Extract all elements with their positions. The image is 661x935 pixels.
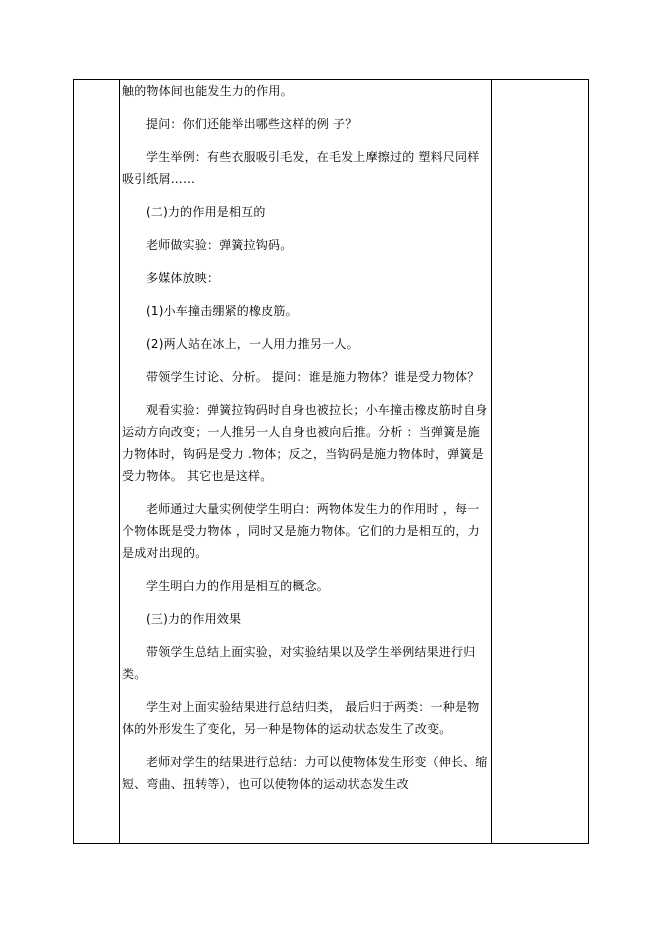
paragraph: 老师对学生的结果进行总结：力可以使物体发生形变（伸长、缩短、弯曲、扭转等），也可以使物体的运动状态发生改 [122,755,488,791]
paragraph: 带领学生讨论、分析。 提问：谁是施力物体？谁是受力物体？ [146,370,480,384]
paragraph: (1)小车撞击绷紧的橡皮筋。 [146,304,298,318]
paragraph: 多媒体放映： [146,271,220,285]
paragraph: 学生对上面实验结果进行总结归类， 最后归于两类：一种是物体的外形发生了变化，另一种是物体的运动状态发生了改变。 [122,700,480,736]
section-heading: (三)力的作用效果 [146,612,242,626]
paragraph: 学生举例：有些衣服吸引毛发，在毛发上摩擦过的 塑料尺同样吸引纸屑…… [122,150,480,186]
paragraph: 学生明白力的作用是相互的概念。 [146,579,330,593]
paragraph: (2)两人站在冰上，一人用力推另一人。 [146,337,359,351]
lesson-content-cell [122,80,488,806]
paragraph: 带领学生总结上面实验，对实验结果以及学生举例结果进行归类。 [122,645,476,681]
table-column-divider-right [491,80,492,843]
paragraph: 老师做实验：弹簧拉钩码。 [146,238,293,252]
paragraph: 提问：你们还能举出哪些这样的例 子？ [146,117,358,131]
paragraph: 触的物体间也能发生力的作用。 [122,84,293,98]
section-heading: (二)力的作用是相互的 [146,205,266,219]
paragraph: 观看实验：弹簧拉钩码时自身也被拉长；小车撞击橡皮筋时自身运动方向改变；一人推另一人自身也被向后推。分析 ：当弹簧是施力物体时，钩码是受力 .物体；反之，当钩码是施力物体时，弹簧是受力物体。 其它也是这样。 [122,403,488,483]
table-column-divider-left [119,80,120,843]
paragraph: 老师通过大量实例使学生明白：两物体发生力的作用时 ，每一个物体既是受力物体 ，同时又是施力物体。它们的力是相互的，力是成对出现的。 [122,502,480,560]
